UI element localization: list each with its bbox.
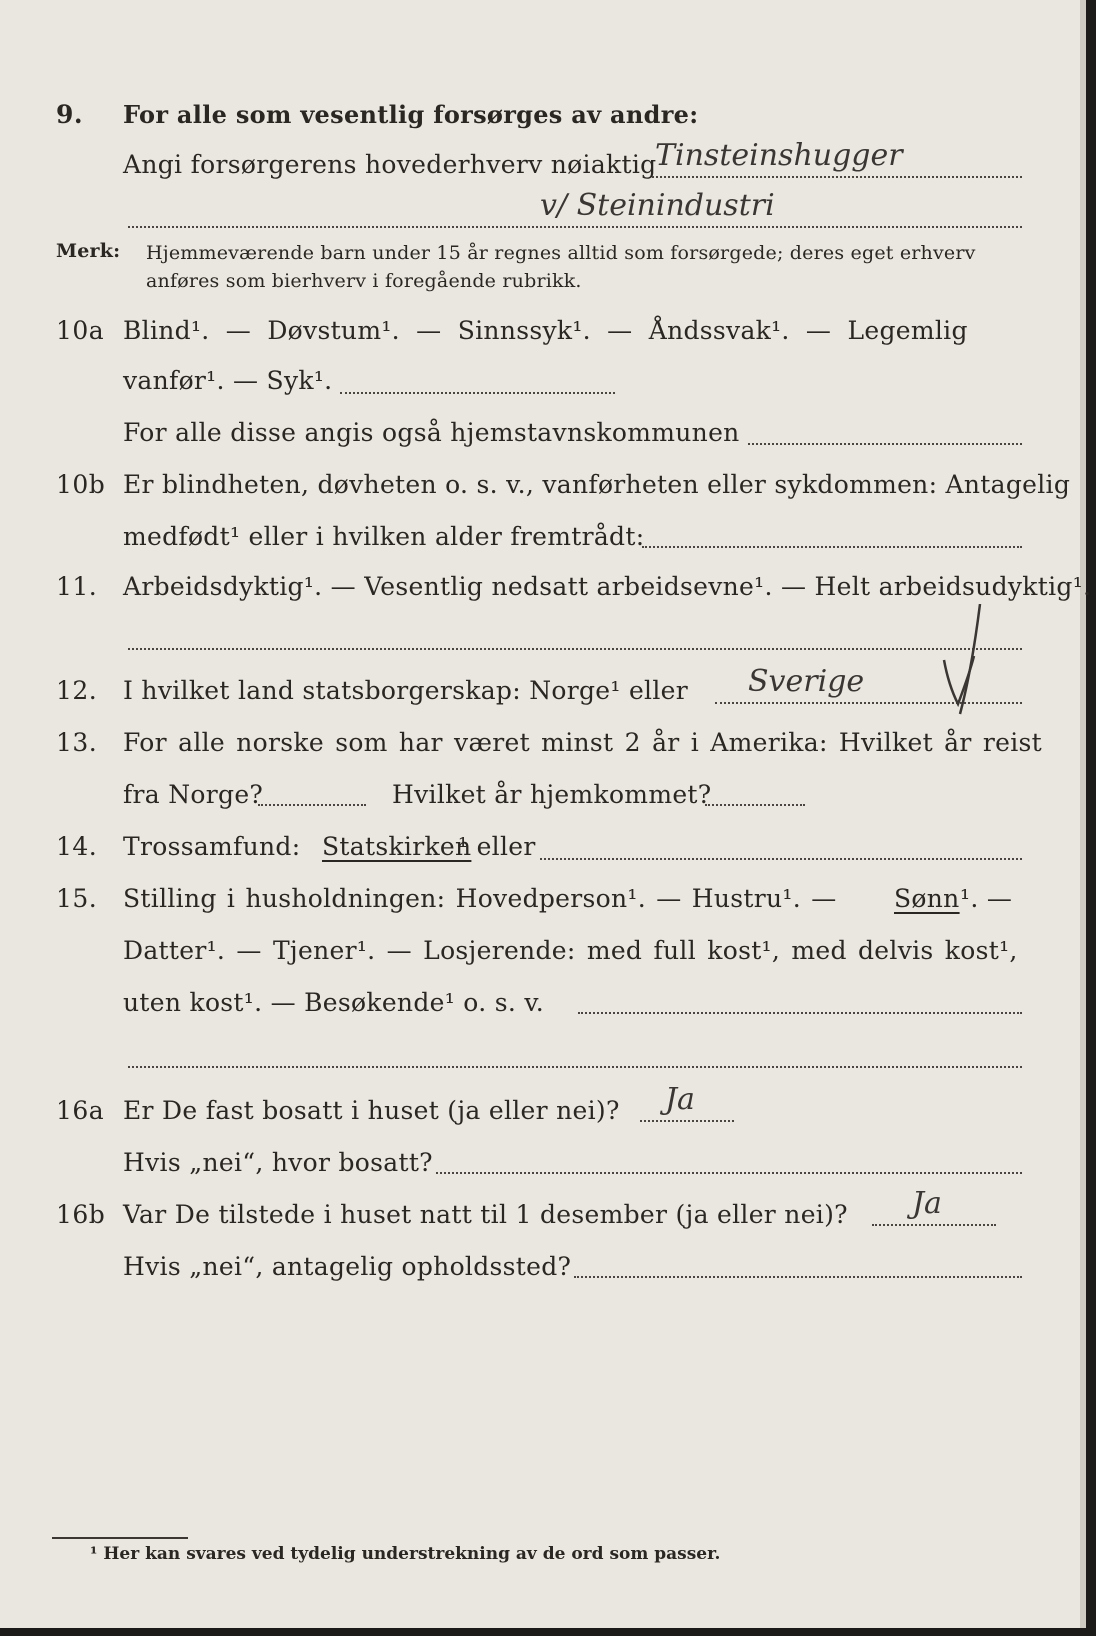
question-label: Angi forsørgerens hovederhverv nøiaktig: [123, 150, 657, 179]
answer-line: [652, 176, 1022, 178]
question-text: vanfør¹. — Syk¹.: [123, 366, 333, 395]
question-number: 12.: [56, 676, 98, 705]
note-label: Merk:: [56, 240, 121, 262]
answer-line: [578, 1012, 1022, 1014]
handwritten-answer: v/ Steinindustri: [540, 188, 775, 223]
question-text: ¹ eller: [458, 832, 536, 861]
answer-line: [640, 1120, 734, 1122]
question-text: fra Norge?: [123, 780, 264, 809]
answer-line: [574, 1276, 1022, 1278]
answer-line: [540, 858, 1022, 860]
answer-line: [748, 443, 1022, 445]
question-text: Er blindheten, døvheten o. s. v., vanførheten eller sykdommen: Antagelig: [123, 470, 1071, 499]
footnote-rule: [52, 1537, 188, 1539]
answer-line: [705, 804, 805, 806]
question-text: For alle norske som har været minst 2 år i Amerika: Hvilket år reist: [123, 728, 1043, 757]
question-number: 10a: [56, 316, 105, 345]
question-text: Hvis „nei“, antagelig opholdssted?: [123, 1252, 572, 1281]
question-number: 11.: [56, 572, 98, 601]
handwritten-answer: Ja: [665, 1082, 695, 1117]
answer-line: [258, 804, 366, 806]
underlined-option: Statskirken: [322, 832, 472, 861]
question-number: 16b: [56, 1200, 106, 1229]
handwritten-answer: Tinsteinshugger: [655, 138, 903, 173]
answer-line: [642, 546, 1022, 548]
checkmark-mark: [940, 652, 980, 712]
question-title: For alle som vesentlig forsørges av andre:: [123, 100, 699, 129]
question-text: Var De tilstede i huset natt til 1 desember (ja eller nei)?: [123, 1200, 848, 1229]
note-text: anføres som bierhverv i foregående rubrikk.: [146, 270, 582, 292]
question-number: 10b: [56, 470, 106, 499]
question-number: 14.: [56, 832, 98, 861]
question-number: 13.: [56, 728, 98, 757]
answer-line: [128, 648, 1022, 650]
question-text: Stilling i husholdningen: Hovedperson¹. — Hustru¹. —: [123, 884, 837, 913]
answer-line: [128, 1066, 1022, 1068]
question-text: For alle disse angis også hjemstavnskommunen: [123, 418, 740, 447]
note-text: Hjemmeværende barn under 15 år regnes alltid som forsørgede; deres eget erhverv: [146, 242, 976, 264]
question-text: Hvis „nei“, hvor bosatt?: [123, 1148, 433, 1177]
footnote: ¹ Her kan svares ved tydelig understrekning av de ord som passer.: [90, 1544, 721, 1564]
question-text: uten kost¹. — Besøkende¹ o. s. v.: [123, 988, 545, 1017]
answer-line: [436, 1172, 1022, 1174]
question-text: Datter¹. — Tjener¹. — Losjerende: med full kost¹, med delvis kost¹,: [123, 936, 1018, 965]
underlined-option: Sønn: [894, 884, 960, 913]
question-number: 9.: [56, 100, 84, 129]
question-text: Er De fast bosatt i huset (ja eller nei)?: [123, 1096, 620, 1125]
question-label: I hvilket land statsborgerskap: Norge¹ eller: [123, 676, 688, 705]
question-text: medfødt¹ eller i hvilken alder fremtrådt:: [123, 522, 645, 551]
answer-line: [128, 226, 1022, 228]
handwritten-answer: Ja: [912, 1186, 942, 1221]
question-text: Arbeidsdyktig¹. — Vesentlig nedsatt arbeidsevne¹. — Helt arbeidsudyktig¹.: [123, 572, 1092, 601]
question-text: Hvilket år hjemkommet?: [392, 780, 712, 809]
question-number: 15.: [56, 884, 98, 913]
question-text: Blind¹. — Døvstum¹. — Sinnssyk¹. — Åndssvak¹. — Legemlig: [123, 316, 968, 345]
handwritten-answer: Sverige: [748, 664, 865, 699]
answer-line: [340, 392, 615, 394]
question-label: Trossamfund:: [123, 832, 301, 861]
answer-line: [872, 1224, 996, 1226]
question-text: ¹. —: [960, 884, 1013, 913]
question-number: 16a: [56, 1096, 105, 1125]
